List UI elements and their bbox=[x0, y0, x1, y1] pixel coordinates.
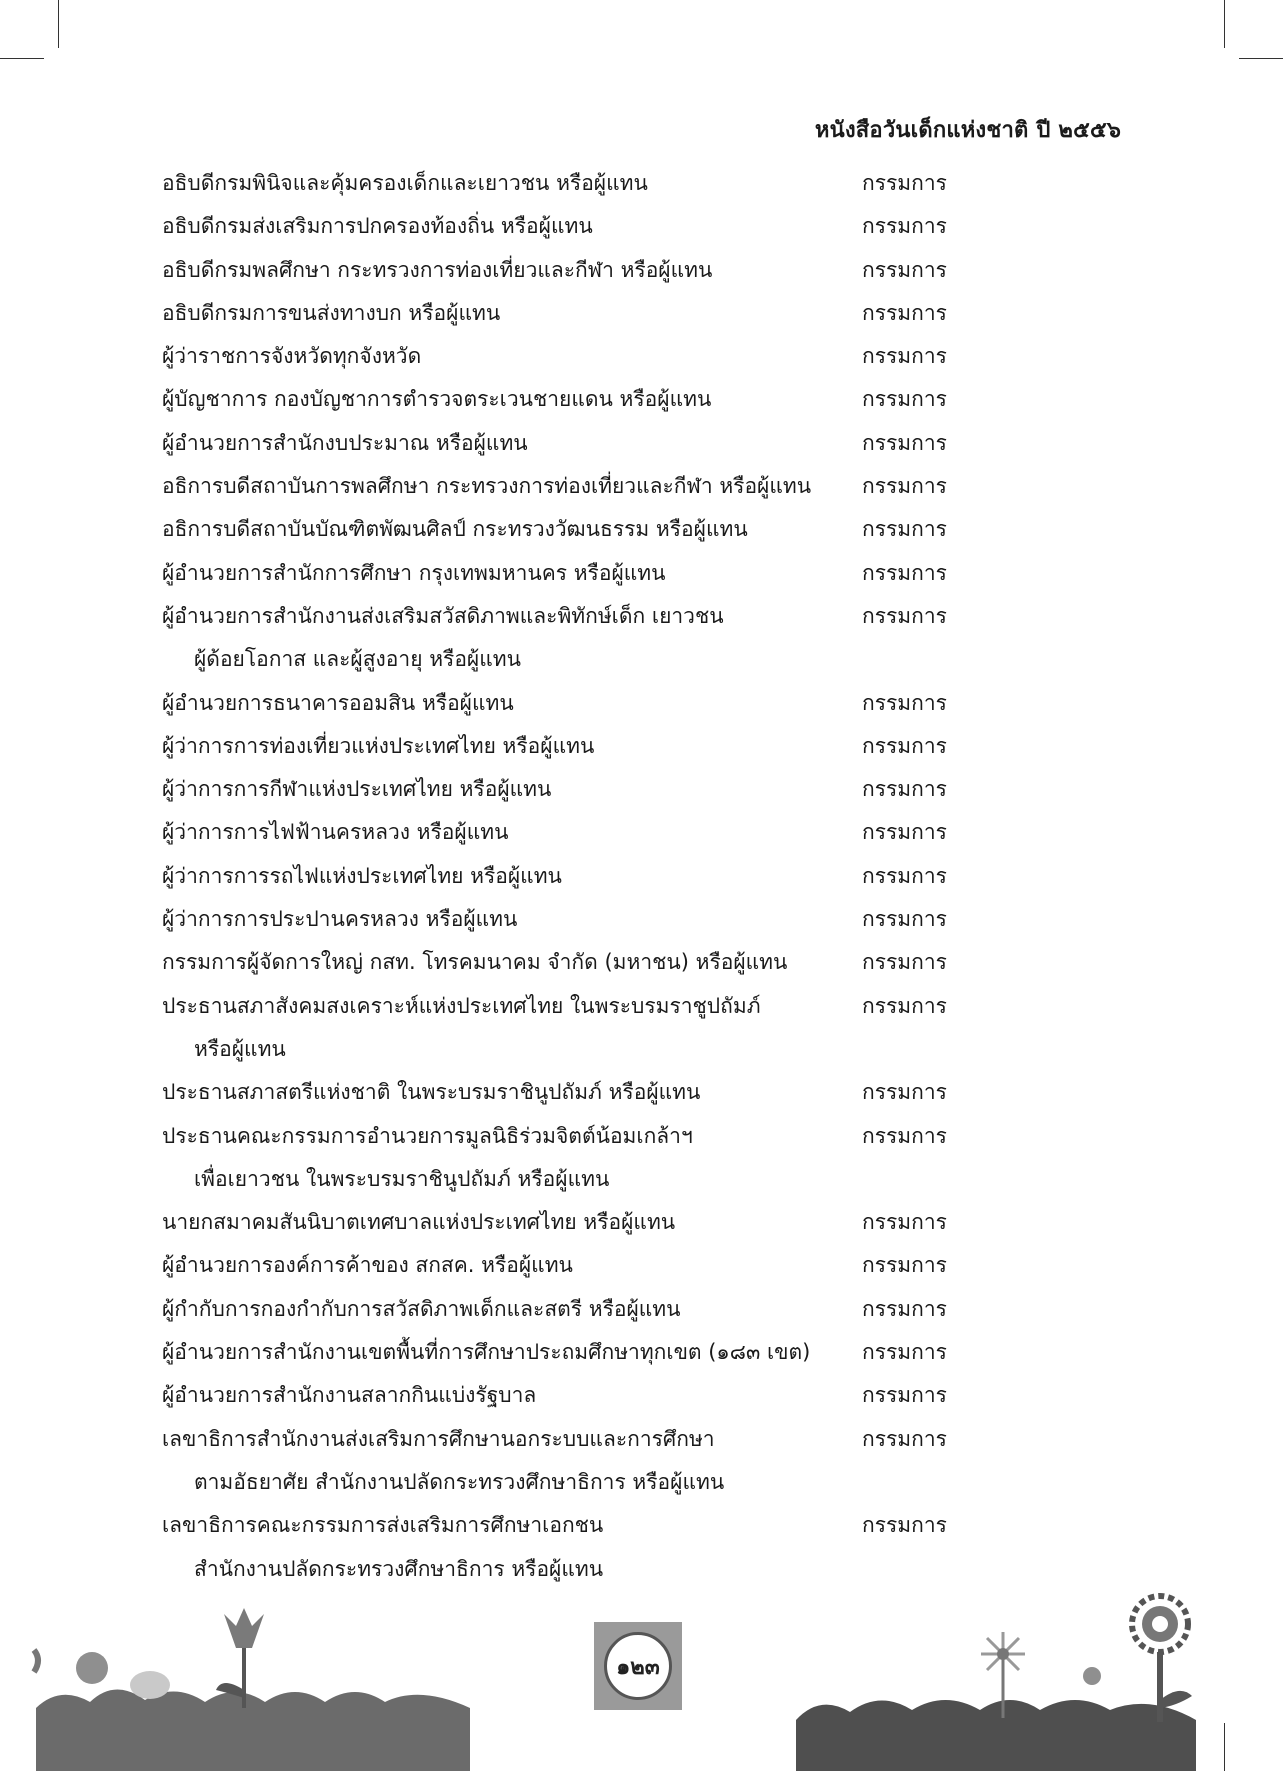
crop-mark bbox=[1224, 0, 1225, 48]
list-item bbox=[162, 682, 982, 725]
list-item bbox=[162, 1115, 982, 1158]
list-item bbox=[162, 1418, 982, 1461]
list-item bbox=[162, 552, 982, 595]
committee-role: กรรมการ bbox=[862, 1340, 947, 1365]
position-title: อธิการบดีสถาบันการพลศึกษา กระทรวงการท่องเที่ยวและกีฬา หรือผู้แทน bbox=[162, 474, 812, 499]
list-item-continuation bbox=[162, 1548, 982, 1591]
committee-role: กรรมการ bbox=[862, 344, 947, 369]
committee-list bbox=[162, 162, 982, 1591]
position-title: ผู้อำนวยการสำนักงานส่งเสริมสวัสดิภาพและพิทักษ์เด็ก เยาวชน bbox=[162, 603, 724, 628]
position-title: ผู้ด้อยโอกาส และผู้สูงอายุ หรือผู้แทน bbox=[194, 647, 521, 672]
committee-role: กรรมการ bbox=[862, 257, 947, 282]
list-item-continuation bbox=[162, 1461, 982, 1504]
position-title: ผู้อำนวยการสำนักงานสลากกินแบ่งรัฐบาล bbox=[162, 1383, 537, 1408]
position-title: ผู้อำนวยการสำนักการศึกษา กรุงเทพมหานคร หรือผู้แทน bbox=[162, 560, 666, 585]
position-title: หรือผู้แทน bbox=[194, 1036, 286, 1061]
list-item bbox=[162, 378, 982, 421]
position-title: อธิบดีกรมการขนส่งทางบก หรือผู้แทน bbox=[162, 300, 501, 325]
crop-mark bbox=[58, 0, 59, 48]
position-title: ผู้ว่าการการท่องเที่ยวแห่งประเทศไทย หรือผู้แทน bbox=[162, 733, 595, 758]
list-item bbox=[162, 1374, 982, 1417]
page-number: ๑๒๓ bbox=[604, 1632, 672, 1700]
committee-role: กรรมการ bbox=[862, 1296, 947, 1321]
committee-role: กรรมการ bbox=[862, 560, 947, 585]
list-item bbox=[162, 1201, 982, 1244]
list-item bbox=[162, 422, 982, 465]
list-item bbox=[162, 249, 982, 292]
committee-role: กรรมการ bbox=[862, 777, 947, 802]
sunflower-icon bbox=[1132, 1596, 1192, 1722]
bubble-icon bbox=[1083, 1667, 1101, 1685]
position-title: ผู้อำนวยการองค์การค้าของ สกสค. หรือผู้แทน bbox=[162, 1253, 573, 1278]
list-item bbox=[162, 1071, 982, 1114]
list-item bbox=[162, 465, 982, 508]
tulip-icon bbox=[216, 1608, 264, 1708]
position-title: อธิบดีกรมพลศึกษา กระทรวงการท่องเที่ยวและกีฬา หรือผู้แทน bbox=[162, 257, 713, 282]
committee-role: กรรมการ bbox=[862, 1123, 947, 1148]
right-hills bbox=[796, 1700, 1196, 1771]
list-item bbox=[162, 768, 982, 811]
list-item bbox=[162, 941, 982, 984]
list-item bbox=[162, 205, 982, 248]
list-item bbox=[162, 162, 982, 205]
position-title: ผู้ว่าการการไฟฟ้านครหลวง หรือผู้แทน bbox=[162, 820, 509, 845]
committee-role: กรรมการ bbox=[862, 300, 947, 325]
committee-role: กรรมการ bbox=[862, 907, 947, 932]
position-title: ผู้บัญชาการ กองบัญชาการตำรวจตระเวนชายแดน หรือผู้แทน bbox=[162, 387, 712, 412]
position-title: ประธานคณะกรรมการอำนวยการมูลนิธิร่วมจิตต์น้อมเกล้าฯ bbox=[162, 1123, 693, 1148]
committee-role: กรรมการ bbox=[862, 517, 947, 542]
list-item-continuation bbox=[162, 1158, 982, 1201]
position-title: เลขาธิการคณะกรรมการส่งเสริมการศึกษาเอกชน bbox=[162, 1513, 604, 1538]
list-item bbox=[162, 1244, 982, 1287]
list-item bbox=[162, 508, 982, 551]
committee-role: กรรมการ bbox=[862, 950, 947, 975]
committee-role: กรรมการ bbox=[862, 1383, 947, 1408]
position-title: ประธานสภาสังคมสงเคราะห์แห่งประเทศไทย ในพระบรมราชูปถัมภ์ bbox=[162, 993, 761, 1018]
list-item bbox=[162, 725, 982, 768]
committee-role: กรรมการ bbox=[862, 171, 947, 195]
committee-role: กรรมการ bbox=[862, 733, 947, 758]
position-title: ผู้อำนวยการธนาคารออมสิน หรือผู้แทน bbox=[162, 690, 514, 715]
page-number-badge bbox=[594, 1622, 682, 1710]
committee-role: กรรมการ bbox=[862, 690, 947, 715]
committee-role: กรรมการ bbox=[862, 603, 947, 628]
position-title: ผู้อำนวยการสำนักงบประมาณ หรือผู้แทน bbox=[162, 430, 528, 455]
committee-role: กรรมการ bbox=[862, 387, 947, 412]
position-title: ผู้กำกับการกองกำกับการสวัสดิภาพเด็กและสตรี หรือผู้แทน bbox=[162, 1296, 681, 1321]
position-title: ตามอัธยาศัย สำนักงานปลัดกระทรวงศึกษาธิการ หรือผู้แทน bbox=[194, 1469, 725, 1494]
position-title: เพื่อเยาวชน ในพระบรมราชินูปถัมภ์ หรือผู้แทน bbox=[194, 1166, 610, 1191]
committee-role: กรรมการ bbox=[862, 993, 947, 1018]
heart-icon bbox=[130, 1671, 170, 1699]
position-title: นายกสมาคมสันนิบาตเทศบาลแห่งประเทศไทย หรือผู้แทน bbox=[162, 1210, 676, 1235]
committee-role: กรรมการ bbox=[862, 820, 947, 845]
page-header-title: หนังสือวันเด็กแห่งชาติ ปี ๒๕๕๖ bbox=[814, 118, 1121, 143]
committee-role: กรรมการ bbox=[862, 214, 947, 239]
position-title: กรรมการผู้จัดการใหญ่ กสท. โทรคมนาคม จำกัด (มหาชน) หรือผู้แทน bbox=[162, 950, 788, 975]
committee-role: กรรมการ bbox=[862, 474, 947, 499]
committee-role: กรรมการ bbox=[862, 1080, 947, 1105]
list-item bbox=[162, 855, 982, 898]
list-item bbox=[162, 1288, 982, 1331]
list-item bbox=[162, 335, 982, 378]
committee-role: กรรมการ bbox=[862, 1253, 947, 1278]
list-item-continuation bbox=[162, 638, 982, 681]
position-title: อธิการบดีสถาบันบัณฑิตพัฒนศิลป์ กระทรวงวัฒนธรรม หรือผู้แทน bbox=[162, 517, 748, 542]
committee-role: กรรมการ bbox=[862, 1513, 947, 1538]
bubble-icon bbox=[76, 1652, 108, 1684]
position-title: ผู้ว่าการการประปานครหลวง หรือผู้แทน bbox=[162, 907, 518, 932]
position-title: อธิบดีกรมพินิจและคุ้มครองเด็กและเยาวชน หรือผู้แทน bbox=[162, 171, 648, 195]
committee-role: กรรมการ bbox=[862, 430, 947, 455]
position-title: ผู้ว่าการการกีฬาแห่งประเทศไทย หรือผู้แทน bbox=[162, 777, 552, 802]
list-item bbox=[162, 1504, 982, 1547]
position-title: ผู้ว่าราชการจังหวัดทุกจังหวัด bbox=[162, 344, 422, 369]
list-item bbox=[162, 811, 982, 854]
left-hills bbox=[36, 1689, 470, 1771]
crop-mark bbox=[0, 58, 44, 59]
list-item bbox=[162, 292, 982, 335]
list-item bbox=[162, 898, 982, 941]
committee-role: กรรมการ bbox=[862, 1210, 947, 1235]
position-title: ผู้ว่าการการรถไฟแห่งประเทศไทย หรือผู้แทน bbox=[162, 863, 562, 888]
committee-role: กรรมการ bbox=[862, 863, 947, 888]
committee-role: กรรมการ bbox=[862, 1426, 947, 1451]
position-title: อธิบดีกรมส่งเสริมการปกครองท้องถิ่น หรือผู้แทน bbox=[162, 214, 593, 239]
position-title: ผู้อำนวยการสำนักงานเขตพื้นที่การศึกษาประถมศึกษาทุกเขต (๑๘๓ เขต) bbox=[162, 1340, 811, 1365]
crop-mark bbox=[1239, 58, 1283, 59]
list-item bbox=[162, 1331, 982, 1374]
position-title: ประธานสภาสตรีแห่งชาติ ในพระบรมราชินูปถัมภ์ หรือผู้แทน bbox=[162, 1080, 701, 1105]
position-title: สำนักงานปลัดกระทรวงศึกษาธิการ หรือผู้แทน bbox=[194, 1556, 604, 1581]
list-item bbox=[162, 595, 982, 638]
position-title: เลขาธิการสำนักงานส่งเสริมการศึกษานอกระบบและการศึกษา bbox=[162, 1426, 715, 1451]
list-item-continuation bbox=[162, 1028, 982, 1071]
list-item bbox=[162, 985, 982, 1028]
